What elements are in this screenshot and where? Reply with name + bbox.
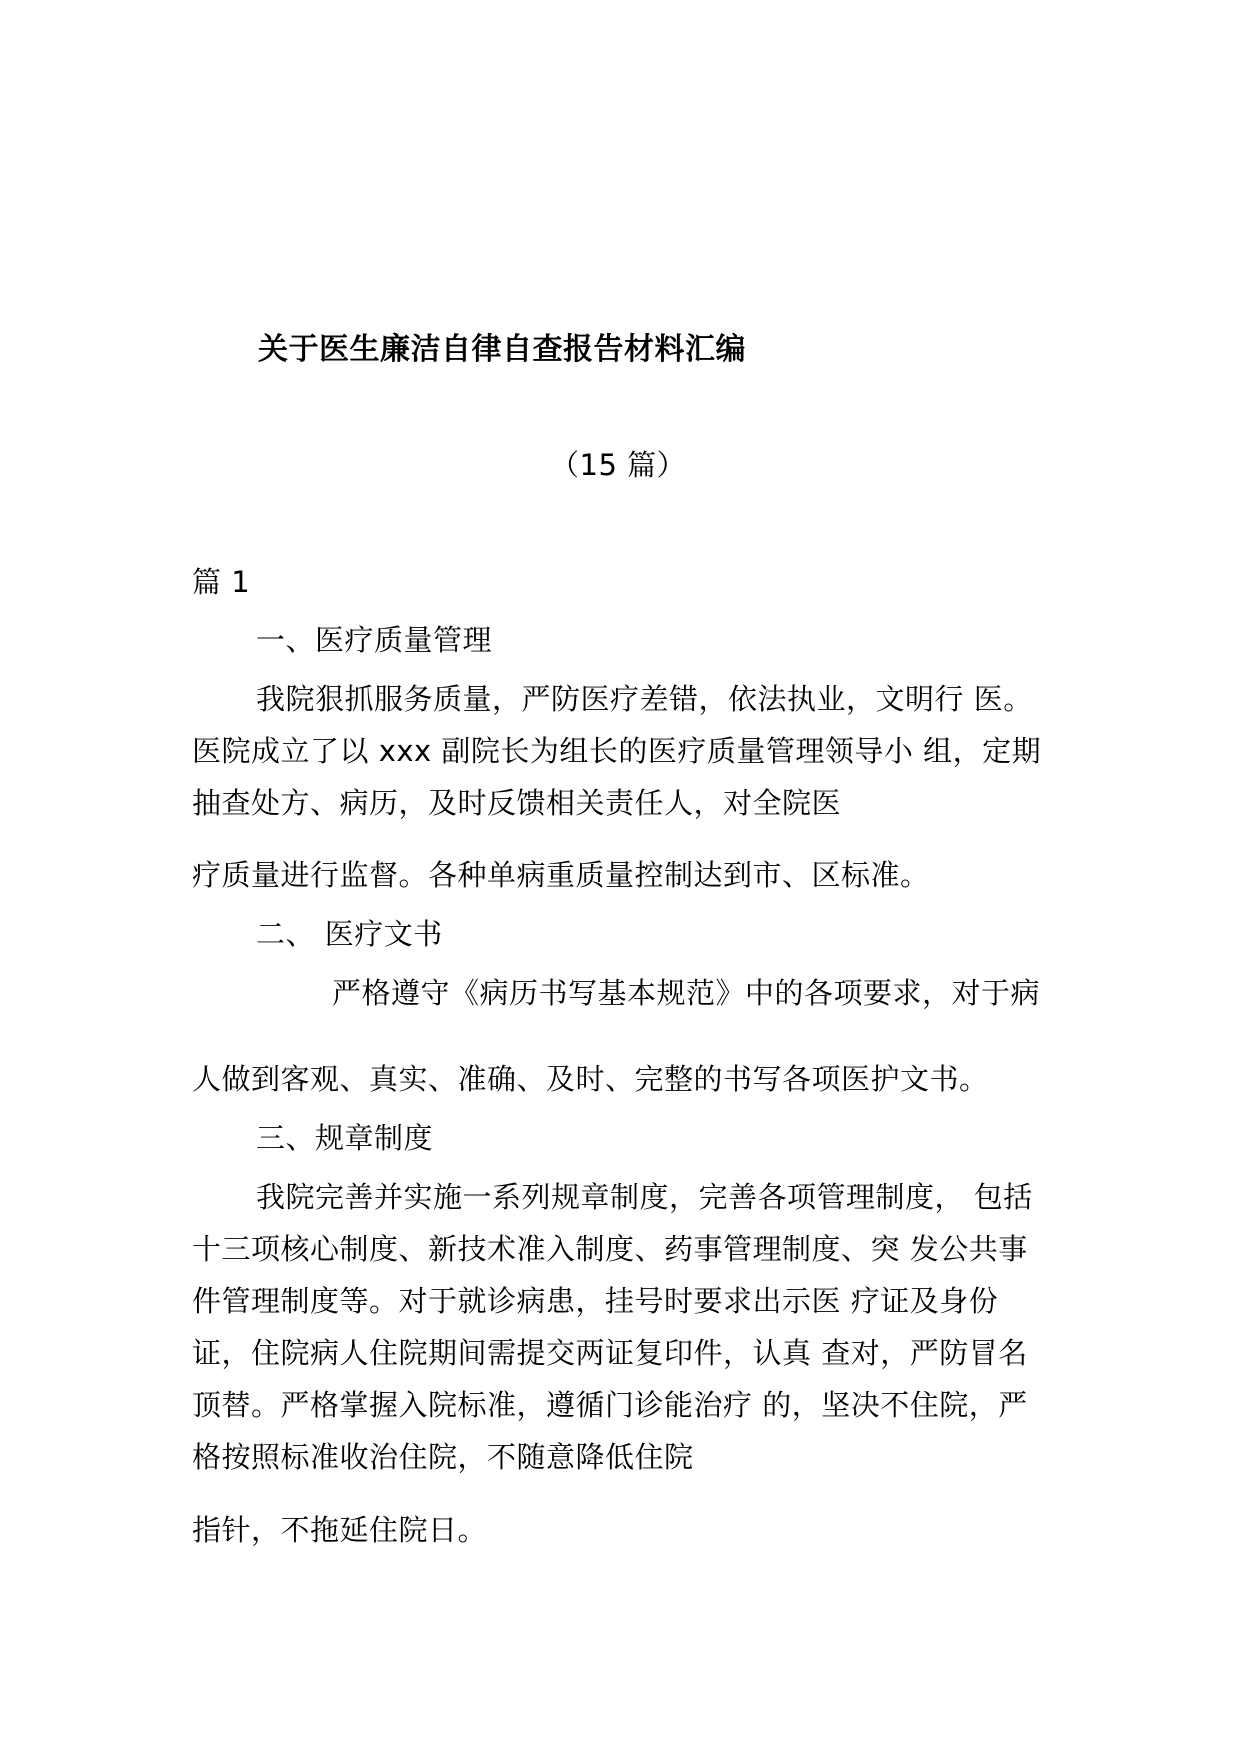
paragraph-line: 人做到客观、真实、准确、及时、完整的书写各项医护文书。 xyxy=(192,1062,989,1096)
paragraph-line: 我院完善并实施一系列规章制度，完善各项管理制度， 包括 xyxy=(256,1180,1033,1214)
section-heading: 二、 医疗文书 xyxy=(256,917,443,951)
document-title: 关于医生廉洁自律自查报告材料汇编 xyxy=(258,332,746,367)
paragraph-line: 严格遵守《病历书写基本规范》中的各项要求，对于病 xyxy=(332,976,1041,1010)
document-count: （15 篇） xyxy=(550,448,687,482)
paragraph-line: 十三项核心制度、新技术准入制度、药事管理制度、突 发公共事 xyxy=(192,1232,1028,1266)
paragraph-line: 我院狠抓服务质量，严防医疗差错，依法执业，文明行 医。 xyxy=(256,682,1033,716)
paragraph-line: 顶替。严格掌握入院标准，遵循门诊能治疗 的，坚决不住院，严 xyxy=(192,1388,1028,1422)
paragraph-line: 指针，不拖延住院日。 xyxy=(192,1513,488,1547)
paragraph-line: 医院成立了以 xxx 副院长为组长的医疗质量管理领导小 组，定期 xyxy=(192,734,1042,768)
section-heading: 三、规章制度 xyxy=(256,1121,434,1155)
paragraph-line: 证，住院病人住院期间需提交两证复印件，认真 查对，严防冒名 xyxy=(192,1336,1028,1370)
paragraph-line: 格按照标准收治住院，不随意降低住院 xyxy=(192,1440,694,1474)
paragraph-line: 抽查处方、病历，及时反馈相关责任人，对全院医 xyxy=(192,786,842,820)
section-heading: 一、医疗质量管理 xyxy=(256,623,493,657)
paragraph-line: 疗质量进行监督。各种单病重质量控制达到市、区标准。 xyxy=(192,858,930,892)
part-label: 篇 1 xyxy=(192,565,251,599)
paragraph-line: 件管理制度等。对于就诊病患，挂号时要求出示医 疗证及身份 xyxy=(192,1284,999,1318)
